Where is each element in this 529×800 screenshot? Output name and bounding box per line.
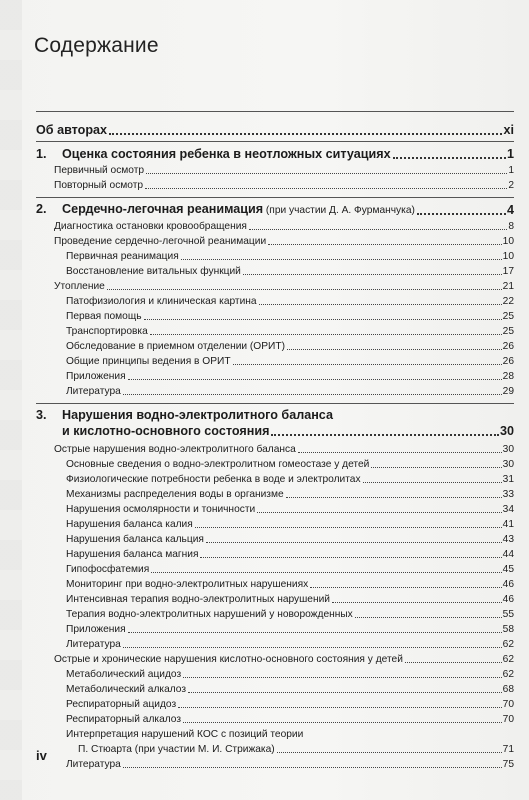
- dot-leader: [287, 346, 502, 350]
- toc-item-title: Терапия водно-электролитных нарушений у новорожденных: [66, 609, 353, 620]
- toc-item-title: Основные сведения о водно-электролитном гомеостазе у детей: [66, 459, 370, 470]
- toc-item[interactable]: [66, 487, 514, 501]
- dot-leader: [298, 449, 502, 453]
- toc-item[interactable]: [66, 547, 514, 561]
- toc-page-number: 8: [508, 221, 514, 232]
- toc-page-number: 28: [502, 371, 514, 382]
- toc-item-title: Повторный осмотр: [54, 180, 144, 191]
- toc-item[interactable]: [66, 354, 514, 368]
- dot-leader: [145, 185, 507, 189]
- toc-item-title: Первичная реанимация: [66, 251, 179, 262]
- toc-item[interactable]: [66, 369, 514, 383]
- toc-item-title: Утопление: [54, 281, 105, 292]
- dot-leader: [332, 599, 502, 603]
- dot-leader: [146, 170, 507, 174]
- toc-item[interactable]: [54, 219, 514, 233]
- toc-section-heading[interactable]: [36, 122, 514, 138]
- toc-item-title: Гипофосфатемия: [66, 564, 150, 575]
- dot-leader: [249, 226, 507, 230]
- top-rule: [36, 111, 514, 112]
- dot-leader: [417, 210, 506, 215]
- toc-page-number: 10: [502, 236, 514, 247]
- dot-leader: [277, 749, 502, 753]
- toc-section-title: [36, 424, 269, 439]
- toc-page-number: 33: [502, 489, 514, 500]
- toc-section-text: Нарушения водно-электролитного баланса: [62, 408, 333, 422]
- dot-leader: [123, 644, 502, 648]
- toc-item-title: Механизмы распределения воды в организме: [66, 489, 284, 500]
- toc-page-number: 1: [506, 147, 514, 161]
- dot-leader: [178, 704, 502, 708]
- toc-item-title: Нарушения баланса магния: [66, 549, 199, 560]
- dot-leader: [233, 361, 502, 365]
- toc-item-title: Восстановление витальных функций: [66, 266, 241, 277]
- toc-item[interactable]: [66, 294, 514, 308]
- toc-item-title: Обследование в приемном отделении (ОРИТ): [66, 341, 285, 352]
- toc-page-number: 62: [502, 669, 514, 680]
- dot-leader: [310, 584, 501, 588]
- toc-section-text: Об авторах: [36, 123, 108, 137]
- toc-page-number: 68: [502, 684, 514, 695]
- dot-leader: [181, 256, 502, 260]
- toc-section-number: 2.: [36, 202, 47, 216]
- toc-item[interactable]: [66, 577, 514, 591]
- toc-page-number: 26: [502, 356, 514, 367]
- toc-item-title: Метаболический алкалоз: [66, 684, 187, 695]
- dot-leader: [183, 674, 502, 678]
- toc-section-number: 1.: [36, 147, 47, 161]
- section-rule: [36, 403, 514, 404]
- toc-item[interactable]: [66, 264, 514, 278]
- dot-leader: [195, 524, 502, 528]
- toc-item-title: Общие принципы ведения в ОРИТ: [66, 356, 231, 367]
- dot-leader: [188, 689, 502, 693]
- toc-item[interactable]: [66, 517, 514, 531]
- toc-item[interactable]: [66, 309, 514, 323]
- toc-item-title: Приложения: [66, 371, 126, 382]
- toc-item-title-line1[interactable]: Интерпретация нарушений КОС с позиций теории: [66, 729, 304, 740]
- toc-page-number: 75: [502, 759, 514, 770]
- toc-item-title: Литература: [66, 759, 121, 770]
- toc-section-heading[interactable]: [36, 146, 514, 162]
- toc-page-number: 29: [502, 386, 514, 397]
- toc-item-title: Нарушения баланса кальция: [66, 534, 204, 545]
- toc-item-title: Патофизиология и клиническая картина: [66, 296, 257, 307]
- toc-item[interactable]: [66, 592, 514, 606]
- toc-item[interactable]: [66, 472, 514, 486]
- toc-item-title: Мониторинг при водно-электролитных нарушениях: [66, 579, 309, 590]
- toc-item-title: Респираторный алкалоз: [66, 714, 182, 725]
- toc-page-number: 62: [502, 639, 514, 650]
- toc-section-heading-line1[interactable]: [36, 408, 333, 423]
- section-rule: [36, 197, 514, 198]
- toc-item[interactable]: [66, 562, 514, 576]
- dot-leader: [107, 286, 502, 290]
- dot-leader: [355, 614, 502, 618]
- dot-leader: [243, 271, 502, 275]
- toc-item[interactable]: [66, 607, 514, 621]
- toc-section-number: 3.: [36, 408, 47, 422]
- toc-page-number: 62: [502, 654, 514, 665]
- dot-leader: [150, 331, 502, 335]
- toc-item[interactable]: [54, 163, 514, 177]
- toc-section-text: Оценка состояния ребенка в неотложных ситуациях: [62, 147, 391, 161]
- toc-item[interactable]: [66, 637, 514, 651]
- toc-item[interactable]: [66, 667, 514, 681]
- toc-item[interactable]: [66, 324, 514, 338]
- toc-page-number: 26: [502, 341, 514, 352]
- toc-page-number: 30: [502, 444, 514, 455]
- toc-item-title: Литература: [66, 639, 121, 650]
- toc-item[interactable]: [66, 532, 514, 546]
- toc-section-heading[interactable]: [36, 202, 514, 218]
- toc-item[interactable]: [66, 757, 514, 771]
- toc-page-number: 43: [502, 534, 514, 545]
- dot-leader: [271, 431, 499, 436]
- toc-item-title: Нарушения осмолярности и тоничности: [66, 504, 256, 515]
- toc-section-heading[interactable]: [36, 423, 514, 439]
- toc-item[interactable]: [66, 712, 514, 726]
- toc-item-title: Острые нарушения водно-электролитного баланса: [54, 444, 296, 455]
- toc-page-number: 70: [502, 714, 514, 725]
- toc-item-title: Физиологические потребности ребенка в воде и электролитах: [66, 474, 361, 485]
- toc-page-number: 25: [502, 326, 514, 337]
- toc-item[interactable]: [54, 234, 514, 248]
- page-number: iv: [36, 748, 47, 763]
- toc-item[interactable]: [78, 742, 514, 756]
- toc-page-number: 30: [499, 424, 514, 438]
- toc-page-number: 10: [502, 251, 514, 262]
- dot-leader: [123, 391, 502, 395]
- toc-item[interactable]: [54, 652, 514, 666]
- dot-leader: [109, 130, 502, 135]
- toc-page-number: 41: [502, 519, 514, 530]
- toc-section-title: [36, 202, 415, 218]
- toc-item-title: Нарушения баланса калия: [66, 519, 193, 530]
- toc-section-text-cont: и кислотно-основного состояния: [62, 424, 270, 438]
- toc-page-number: 45: [502, 564, 514, 575]
- toc-item-title: Проведение сердечно-легочной реанимации: [54, 236, 267, 247]
- dot-leader: [128, 629, 502, 633]
- dot-leader: [257, 509, 501, 513]
- toc-item-title: Транспортировка: [66, 326, 148, 337]
- dot-leader: [183, 719, 502, 723]
- toc-item-title-line2: П. Стюарта (при участии М. И. Стрижака): [78, 744, 275, 755]
- toc-page-number: xi: [503, 123, 514, 137]
- dot-leader: [286, 494, 502, 498]
- toc-item[interactable]: [66, 682, 514, 696]
- page-title: Содержание: [34, 34, 159, 58]
- toc-page-number: 58: [502, 624, 514, 635]
- page-edge-shadow: [0, 0, 22, 800]
- dot-leader: [128, 376, 502, 380]
- toc-item-title: Первая помощь: [66, 311, 142, 322]
- toc-item[interactable]: [66, 384, 514, 398]
- toc-page-number: 17: [502, 266, 514, 277]
- toc-item-title: Литература: [66, 386, 121, 397]
- dot-leader: [123, 764, 502, 768]
- toc-page-number: 46: [502, 594, 514, 605]
- dot-leader: [259, 301, 502, 305]
- toc-section-title: [36, 147, 391, 162]
- dot-leader: [363, 479, 502, 483]
- toc-page-number: 2: [508, 180, 514, 191]
- toc-page-number: 1: [508, 165, 514, 176]
- toc-item-title: Приложения: [66, 624, 126, 635]
- toc-page-number: 55: [502, 609, 514, 620]
- toc-item-title: Диагностика остановки кровообращения: [54, 221, 247, 232]
- toc-section-text: Сердечно-легочная реанимация: [62, 202, 264, 216]
- dot-leader: [268, 241, 502, 245]
- dot-leader: [405, 659, 502, 663]
- toc-item[interactable]: [66, 622, 514, 636]
- toc-item-title: Первичный осмотр: [54, 165, 145, 176]
- toc-item[interactable]: [54, 178, 514, 192]
- toc-item-title: Острые и хронические нарушения кислотно-основного состояния у детей: [54, 654, 403, 665]
- toc-item[interactable]: [66, 502, 514, 516]
- toc-page-number: 25: [502, 311, 514, 322]
- toc-section-title: [36, 123, 107, 138]
- toc-item[interactable]: [54, 442, 514, 456]
- toc-item[interactable]: [66, 457, 514, 471]
- toc-item[interactable]: [54, 279, 514, 293]
- toc-item[interactable]: [66, 249, 514, 263]
- dot-leader: [371, 464, 501, 468]
- dot-leader: [393, 154, 506, 159]
- toc-item-title: Метаболический ацидоз: [66, 669, 182, 680]
- section-rule: [36, 141, 514, 142]
- toc-page-number: 70: [502, 699, 514, 710]
- dot-leader: [200, 554, 501, 558]
- toc-item-title: Интенсивная терапия водно-электролитных нарушений: [66, 594, 330, 605]
- toc-page-number: 34: [502, 504, 514, 515]
- dot-leader: [144, 316, 502, 320]
- toc-page-number: 21: [502, 281, 514, 292]
- toc-section-note: (при участии Д. А. Фурманчука): [263, 205, 415, 216]
- dot-leader: [151, 569, 501, 573]
- toc-page-number: 71: [502, 744, 514, 755]
- toc-page-number: 31: [502, 474, 514, 485]
- toc-item[interactable]: [66, 697, 514, 711]
- toc-page-number: 22: [502, 296, 514, 307]
- toc-item[interactable]: [66, 339, 514, 353]
- dot-leader: [206, 539, 502, 543]
- toc-page-number: 4: [506, 203, 514, 217]
- toc-page-number: 46: [502, 579, 514, 590]
- toc-item-title: Респираторный ацидоз: [66, 699, 177, 710]
- toc-page-number: 30: [502, 459, 514, 470]
- toc-page-number: 44: [502, 549, 514, 560]
